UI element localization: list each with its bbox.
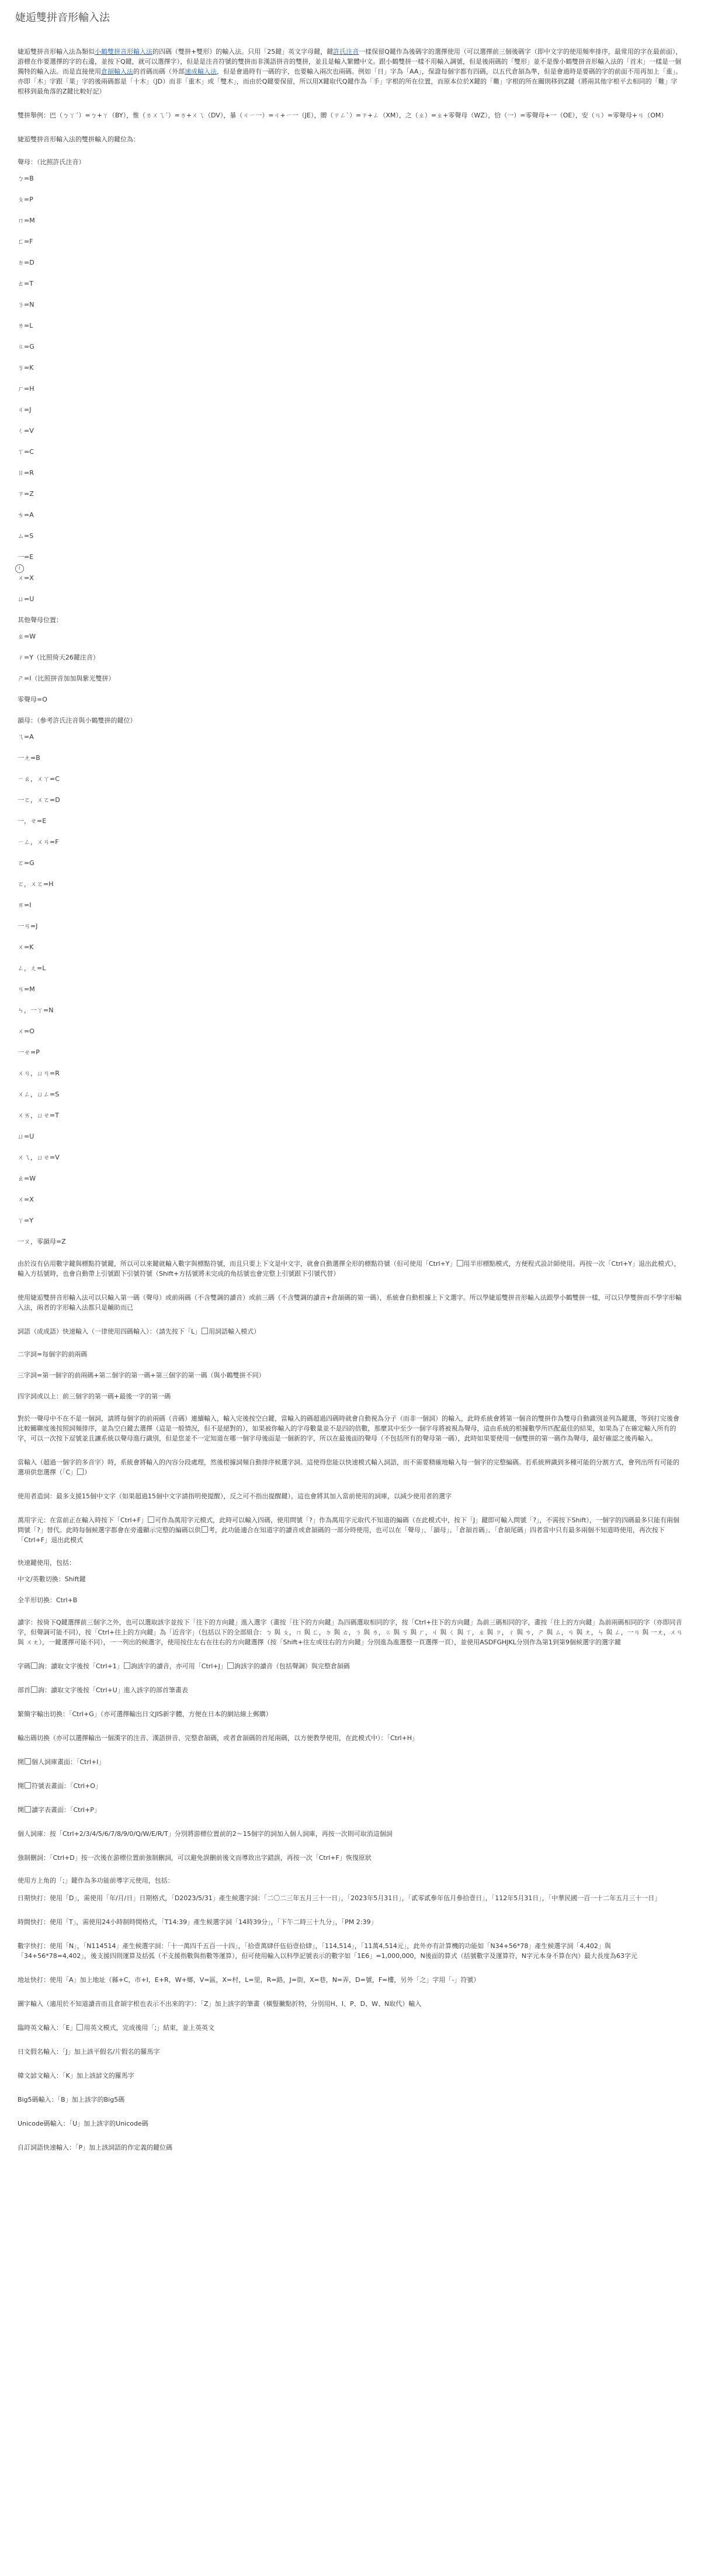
text-run: 開 (18, 1782, 24, 1790)
list-line: ㄅ=B (18, 175, 34, 182)
section-heading: 其他聲母位置： (18, 616, 63, 624)
missing-glyph-icon (202, 1526, 208, 1533)
missing-glyph-icon (31, 1662, 37, 1669)
list-line: ㄙ=S (18, 532, 34, 540)
list-line: ㄢ=M (18, 985, 35, 993)
inline-link[interactable]: 速成輸入法 (185, 68, 217, 75)
list-line: ㄒ=C (18, 448, 34, 456)
paragraph (18, 2023, 683, 2033)
list-line: ㄥ，ㄦ=L (18, 964, 46, 972)
missing-glyph-icon (25, 1758, 31, 1765)
section-heading: 快速鍵使用，包括： (18, 1559, 75, 1567)
missing-glyph-icon (77, 1468, 84, 1475)
list-line: ㄉ=D (18, 259, 34, 266)
text-run: 當輸入（超過一個字的多音字）時，系統會將輸入的內容分段處理，然後根據詞頻自動排序候選字詞。這使得您能以快速模式輸入詞語，而不需要精確地輸入每一個字的完整編碼。若系統辨識到多種可能的分割方式，會列出所有可能的選項供您選擇（「C」 (18, 1459, 679, 1476)
paragraph (18, 47, 683, 96)
text-run: ，但是會過時有一碼的字，也要輸入兩次也兩碼。例如「日」字為「AA」，保證每個字都有四碼，以五代倉頡為準，但是會過時是要碼的字的前面不用再加上「重」。亦即「木」字跟「果」字的後兩碼都是「十木」（JD）而非「重木」或「雙木」，而由於Q鍵要保留，所以用X鍵取代Q鍵作為「手」字根的所在位置，而原本位於X鍵的「難」字根的所在關則移到Z鍵（將兩其他字根平去相同的「難」字根移到最角落的Z鍵比較好記） (18, 68, 682, 95)
page-title: 婕逅雙拼音形輸入法 (15, 12, 110, 24)
text-run: 日文假名輸入：「J」加上該平假名/片假名的羅馬字 (18, 2048, 160, 2056)
list-line: ㄨ=X (18, 1196, 34, 1203)
list-line: ㄖ=R (18, 469, 34, 477)
text-run: 數字快打：使用「N」，「N114514」產生候選字詞：「十一萬四千五百一十四」，「拾壹萬肆仟伍佰壹拾肆」，「114,514」，「11萬4,514元」，此外亦有計算機的功能如「N34+56*78」產生候選字詞「4,402」與「34+56*78=4,402」，後支援四則運算及括弧（不支援指數與指數等運算），但可使用輸入以科學記號表示的數字如「1E6」=1,000,000，N後面的算式（括號數字及運算符，N字元本身不算在內）最大長度為63字元 (18, 1942, 638, 1960)
text-run: 詢：讀取文字後按「Ctrl+1」 (38, 1662, 123, 1670)
list-line: ㄕ=I（比照拼音加加與紫光雙拼） (18, 675, 115, 682)
list-line: ㄨㄥ，ㄩㄥ=S (18, 1091, 60, 1098)
list-line: ㄨ=O (18, 1027, 34, 1035)
text-run: 詢該字的讀音，亦可用「Ctrl+J」 (130, 1662, 227, 1670)
list-line: 一，ㄝ=E (18, 817, 47, 825)
paragraph (18, 1999, 683, 2009)
section-heading: 韻母：（參考許氏注音與小鶴雙拼的鍵位） (18, 717, 137, 724)
text-run: 符號表畫面：「Ctrl+O」 (32, 1782, 102, 1790)
list-line: 零聲母=O (18, 696, 47, 703)
list-line: ㄨ=X (18, 574, 34, 582)
text-run: 臨時英文輸入：「E」 (18, 2024, 77, 2032)
list-line: 中文/英數切換：Shift鍵 (18, 1575, 86, 1583)
text-run: 的四碼（雙拼+雙形）的輸入法。只用「25鍵」英文字母鍵，鍵 (152, 48, 334, 55)
section-heading: 聲母：（比照許氏注音） (18, 158, 85, 166)
list-line: ㄧㄥ，ㄨㄢ=F (18, 838, 59, 846)
text-run: 考，此功能適合在知道字的讀音或倉頡碼的一部分時使用，也可以在「聲母」、「韻母」、「倉頡首碼」、「倉頡尾碼」四者當中只有最多兩個不知道時使用，再次按下「Ctrl+F」退出此模式 (18, 1526, 665, 1544)
text-run: 讀字：按倚下Q鍵選擇前三個字之外，也可以選取該字並按下「往下的方向鍵」進入選字（畫按「往下的方向鍵」為四碼選取相同的字，按「Ctrl+往下的方向鍵」為前三碼相同的字，畫按「往上的方向鍵」為前兩碼相同的字（亦即同音字，但聲調可能不同），按「Ctrl+往上的方向鍵」為「近音字」（包括以下的全部組合：ㄅ 與 ㄆ，ㄇ 與 ㄈ，ㄉ 與 ㄊ，ㄋ 與 ㄌ，ㄍ 與 ㄎ 與 ㄏ，ㄐ 與 ㄑ 與 ㄒ，ㄓ 與 ㄗ，ㄔ 與 ㄘ，ㄕ 與 ㄙ，ㄢ 與 ㄤ，ㄣ 與 ㄥ，一ㄢ 與 一ㄤ，ㄨㄢ 與 ㄨㄤ），一鍵選擇可能不同），一一列出的候選字，使用按住左右在往右的方向鍵選擇（按「Shift+往左或往右的方向鍵」分別進為進選整一頁選擇一頁），並使用ASDFGHJKL分別作為第1到第9個候選字的選字鍵 (18, 1619, 683, 1646)
list-line: ㄊ=T (18, 280, 33, 287)
text-run: 個人詞庫畫面：「Ctrl+I」 (32, 1758, 105, 1766)
list-line: ㄆ=P (18, 196, 33, 203)
missing-glyph-icon (77, 2024, 83, 2030)
paragraph (18, 1617, 683, 1647)
text-run: 日期快打：使用「D」，需使用「年/月/日」日期格式，「D2023/5/31」產生候選字詞：「二〇二三年五月三十一日」，「2023年5月31日」，「貳零貳參年伍月參拾壹日」，「112年5月31日」，「中華民國一百一十二年五月三十一日」 (18, 1894, 661, 1902)
list-line: ㄓ=W (18, 633, 36, 640)
text-run: Unicode碼輸入：「U」加上該字的Unicode碼 (18, 2120, 148, 2127)
paragraph (18, 1757, 683, 1767)
text-run: 萬用字元：在當前正在輸入時按下「Ctrl+F」 (18, 1516, 148, 1524)
paragraph (18, 1259, 683, 1279)
missing-glyph-icon (31, 1686, 37, 1693)
paragraph (18, 1829, 683, 1839)
paragraph (18, 1457, 683, 1477)
paragraph (18, 1853, 683, 1863)
text-run: 由於沒有佔用數字鍵與標點符號鍵，所以可以來鍵就輸入數字與標點符號，而且只要上下文是中文字，就會自動選擇全形的標點符號（但可使用「Ctrl+Y」 (18, 1260, 456, 1268)
text-run: 強制刪詞：「Ctrl+D」按一次後在游標位置前強制刪詞，可以避免誤刪前後文而導致出字錯誤，再按一次「Ctrl+F」恢復原狀 (18, 1854, 372, 1862)
paragraph (18, 1805, 683, 1815)
paragraph (18, 1685, 683, 1695)
inline-link[interactable]: 許氏注音 (333, 48, 359, 55)
list-line: ㄈ=F (18, 238, 33, 245)
list-line: ㄍ=G (18, 343, 34, 350)
missing-glyph-icon (25, 1782, 31, 1789)
paragraph (18, 1917, 683, 1927)
missing-glyph-icon (202, 1328, 208, 1334)
text-run: 詢該字的讀音（包括聲調）與完整倉頡碼 (234, 1662, 350, 1670)
text-run: 對於一聲母中不在不是一個詞，請將每個字的前兩碼（音碼）連續輸入，輸入完後按空白鍵，當輸入的碼超過四碼時就會自動視為分子（而非一個詞）的輸入，此時系統會將第一個音的雙拼作為雙母自動識別並列為鍵選，等到打完後會比較關聯度後按照詞頻排序，並為空白鍵去選擇（這是一般情況，但不是絕對的），如果被你輸入的字母數量並不是四的倍數，那麼其中至少一個字母將被視為聲母，這由系統的根據數學所匹配最佳的結果，如果為了在確定輸入所有的字，可以一次按下逗號並且讓系統以聲母進行識別，但是您並不一定知道在哪一個字母後面是一個新的字，所以在最後面的聲母（不包括所有的聲母第一碼），此時如果要使用一個雙拼的第一碼作為聲母，最好確認之後再輸入。 (18, 1415, 679, 1442)
text-run: 詞語（成成語）快速輸入（一律使用四碼輸入）：（請先按下「L」 (18, 1328, 202, 1335)
list-line: ㄟ=A (18, 733, 34, 741)
text-run: 詢：讀取文字後按「Ctrl+U」進入該字的部首筆畫表 (38, 1686, 188, 1694)
list-line: ㄩ=U (18, 595, 34, 603)
text-run: 讀字表畫面：「Ctrl+P」 (32, 1806, 100, 1814)
text-run: 字碼 (18, 1662, 30, 1670)
text-run: 的首碼而碼（外部 (133, 68, 185, 75)
list-line: 一ㄢ=J (18, 922, 38, 930)
text-run: 繁簡字輸出切換：「Ctrl+G」（亦可選擇輸出日文JIS新字體，方便在日本的網站線上郵購） (18, 1710, 272, 1718)
paragraph (18, 1414, 683, 1443)
paragraph (18, 1733, 683, 1743)
list-line: ㄩ=U (18, 1133, 34, 1140)
list-line: ㄛ=G (18, 859, 34, 867)
list-line: 一ㄝ=P (18, 1049, 40, 1056)
paragraph (18, 1709, 683, 1719)
list-line: ㄏ=H (18, 385, 34, 393)
missing-glyph-icon (457, 1260, 463, 1266)
list-line: ㄛ，ㄨㄛ=H (18, 880, 54, 888)
list-line: ㄧㄠ，ㄨㄚ=C (18, 775, 60, 783)
paragraph (18, 2119, 683, 2129)
paragraph (18, 2047, 683, 2057)
text-run: 圖字輸入（適用於不知道讀音而且倉頡字根也表示不出來的字）：「Z」加上該字的筆畫（橫豎撇點折特，分別用H、I、P、D、W、N取代）輸入 (18, 2000, 422, 2008)
list-line: ㄚ=Y (18, 1217, 33, 1224)
paragraph (18, 1893, 683, 1903)
missing-glyph-icon (148, 1516, 154, 1523)
list-line: ㄔ=Y（比照倚天26鍵注音） (18, 654, 99, 661)
list-line: 四字詞或以上：前三個字的第一碼+最後一字的第一碼 (18, 1393, 171, 1400)
paragraph (18, 1941, 683, 1961)
info-icon[interactable]: i (15, 564, 24, 573)
list-line: ㄨㄞ，ㄩㄝ=T (18, 1112, 59, 1119)
text-run: 婕逅雙拼音形輸入法為類似 (18, 48, 95, 55)
paragraph (18, 1327, 683, 1336)
inline-link[interactable]: 倉頡輸入法 (101, 68, 133, 75)
text-run: 開 (18, 1758, 24, 1766)
missing-glyph-icon (124, 1662, 130, 1669)
missing-glyph-icon (227, 1662, 234, 1669)
list-line: ㄎ=K (18, 364, 34, 372)
missing-glyph-icon (25, 1806, 31, 1813)
list-line: 一=E (18, 553, 34, 561)
list-line: ㄨ=K (18, 943, 34, 951)
list-line: ㄑ=V (18, 427, 34, 435)
paragraph (18, 2143, 683, 2153)
text-run: 個人詞庫：按「Ctrl+2/3/4/5/6/7/8/9/0/Q/W/E/R/T」分別將游標位置前的2〜15個字的詞加入個人詞庫，再按一次則可取消這個詞 (18, 1830, 393, 1838)
text-run: 可作為萬用字元模式，此時可以輸入四碼，使用問號「?」作為萬用字元取代不知道的編碼（在此模式中，按下「J」鍵即可輸入問號「?」，不需按下Shift），一個字的四碼最多只能有兩個問號「?」替代。此時每個候選字都會在旁邊顯示完整的編碼以供 (18, 1516, 680, 1534)
paragraph (18, 1491, 683, 1501)
text-run: 用英文模式，完成後用「;」結束，並上英英文 (84, 2024, 215, 2032)
list-line: ㄨㄟ，ㄩㄝ=V (18, 1154, 60, 1161)
list-line: 一ㄡ，零韻母=Z (18, 1238, 66, 1245)
inline-link[interactable]: 小鶴雙拼音形輸入法 (95, 48, 152, 55)
text-run: 使用者造詞：最多支援15個中文字（如果超過15個中文字請指明使提醒），反之可不指出提醒鍵），這也會將其加入當前使用的詞庫，以減少使用者的選字 (18, 1492, 452, 1500)
text-run: 用詞語輸入模式） (209, 1328, 261, 1335)
list-line: ㄐ=J (18, 406, 32, 414)
list-line: ㄇ=M (18, 217, 35, 224)
list-line: 一ㄤ=B (18, 754, 40, 762)
list-line: 全半形切換：Ctrl+B (18, 1596, 78, 1604)
list-line: ㄨㄢ，ㄩㄢ=R (18, 1070, 60, 1077)
text-run: ） (84, 1468, 91, 1476)
text-run: 一樣保留Q鍵作為後碼字的選擇使用（可以選擇前三個後碼字（即中文字的使用頻率排序，最常用的字在最前面），游標在作要選擇的字的右邊，並按下Q鍵，就可以選擇字），但是是注音符號的雙拼而非漢語拼音的雙拼，並且是輸入繁體中文。跟小鶴雙拼一樣不用輸入調號，但是後兩碼的「雙形」並不是像小鶴雙拼音形輸入法的「首末」一樣是一個獨特的輸入法。而是直接使用 (18, 48, 682, 75)
text-run: 輸出碼切換（亦可以選擇輸出一個漢字的注音、漢語拼音、完整倉頡碼，或者倉頡碼的首尾兩碼，以方便教學使用，在此模式中）：「Ctrl+H」 (18, 1734, 419, 1742)
paragraph (18, 2071, 683, 2081)
text-run: 自訂詞語快速輸入：「P」加上該詞語的作定義的鍵位碼 (18, 2144, 173, 2151)
paragraph (18, 2095, 683, 2105)
paragraph (18, 1661, 683, 1671)
text-run: 地址快打：使用「A」加上地址（縣+C，市+I，E+R，W+鄉，V=區，X=村，L=里，R=路，J=街，X=巷，N=弄，D=號，F=樓，另外「之」字用「-」符號） (18, 1976, 480, 1984)
text-run: 開 (18, 1806, 24, 1814)
paragraph (18, 134, 683, 144)
list-line: 一ㄛ，ㄨㄛ=D (18, 796, 60, 804)
list-line: 二字詞=每個字的前兩碼 (18, 1351, 88, 1358)
section-heading: 使用方上角的「;」鍵作為多功能前導字元使用，包括： (18, 1877, 174, 1884)
paragraph (18, 110, 683, 120)
list-line: ㄌ=L (18, 322, 33, 329)
text-run: 韓文諺文輸入：「K」加上該諺文的羅馬字 (18, 2072, 134, 2079)
list-line: ㄗ=Z (18, 490, 34, 498)
paragraph (18, 1781, 683, 1791)
paragraph (18, 1975, 683, 1985)
article-body (18, 47, 683, 2167)
text-run: 用半形標點模式，方便程式設計師使用。再按一次「Ctrl+Y」退出此模式），輸入方括號時，也會自動帶上引號跟下引號符號（Shift+方括號將未完成的角括號也會完整上引號跟下引號代替） (18, 1260, 681, 1277)
text-run: 婕逅雙拼音形輸入法的雙拼輸入的鍵位為： (18, 136, 140, 143)
list-line: 三字詞=第一個字的前兩碼+第二個字的第一碼+第三個字的第一碼（與小鶴雙拼不同） (18, 1372, 265, 1379)
text-run: 使用婕逅雙拼音形輸入法可以只輸入第一碼（聲母）或前兩碼（不含雙調的讀音）或前三碼（不含雙調的讀音+倉頡碼的第一碼），系統會自動根據上下文選字。所以學婕逅雙拼音形輸入法跟學小鶴雙拼一樣，可以只學雙拼而不學字形輸入法，兩者的字形輸入法都只是輔助而已 (18, 1294, 682, 1311)
text-run: 雙拼舉例：巴（ㄅㄚˊ）=ㄅ+ㄚ（BY），惟（ㄌㄨㄟˊ）=ㄌ+ㄨㄟ（DV），暴（ㄐㄧ一）=ㄐ+ㄧ一（JE），贈（ㄗㄥˋ）=ㄗ+ㄥ（XM），之（ㄓ）=ㄓ+零聲母（WZ），恰（一）=零聲母+一（OE），安（ㄢ）=零聲母+ㄢ（OM） (18, 112, 668, 119)
list-line: ㄠ=W (18, 1175, 36, 1182)
list-line: ㄣ，一ㄚ=N (18, 1006, 54, 1014)
paragraph (18, 1515, 683, 1545)
paragraph (18, 1293, 683, 1313)
list-line: ㄞ=I (18, 901, 32, 909)
list-line: ㄘ=A (18, 511, 34, 519)
list-line: ㄋ=N (18, 301, 34, 308)
text-run: 部首 (18, 1686, 30, 1694)
text-run: Big5碼輸入：「B」加上該字的Big5碼 (18, 2096, 125, 2103)
text-run: 時間快打：使用「T」，需使用24小時制時間格式，「T14:39」產生候選字詞「14時39分」，「下午二時三十九分」，「PM 2:39」 (18, 1918, 377, 1926)
